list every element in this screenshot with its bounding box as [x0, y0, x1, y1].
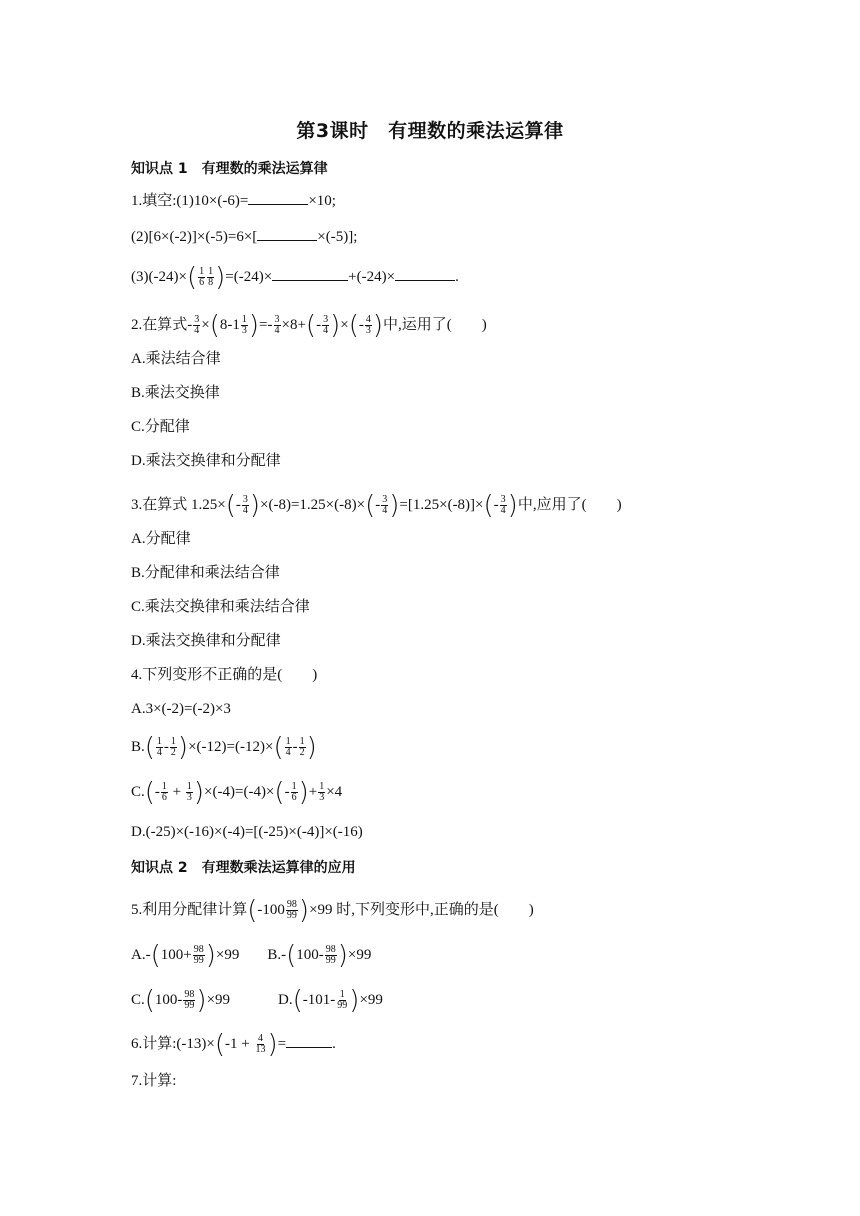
fraction: $\frac{3}{4}$ — [382, 494, 388, 517]
question-3-option-b[interactable]: B.分配律和乘法结合律 — [131, 565, 280, 581]
fraction: $\frac{1}{6}$ — [291, 781, 297, 804]
fraction: $\frac{3}{4}$ — [274, 314, 280, 337]
question-5-options-row-1 — [131, 940, 372, 971]
fraction: $\frac{4}{13}$ — [255, 1033, 266, 1056]
question-3-stem: 3.在算式 1.25×(- $\frac{3}{4}$ )×(-8)=1.25×(-8)×(- $\frac{3}{4}$ )=[1.25×(-8)]×(- $\frac{3}{4}$ )中,应用了( ) — [131, 490, 622, 521]
fraction: $\frac{1}{2}$ — [170, 736, 176, 759]
question-6: 6.计算:(-13)×(-1 + $\frac{4}{13}$ )= . — [131, 1029, 336, 1060]
question-4-option-b[interactable]: B.( $\frac{1}{4}$ - $\frac{1}{2}$ )×(-12)=(-12)×( $\frac{1}{4}$ - $\frac{1}{2}$ ) — [131, 732, 317, 763]
section-heading-1: 知识点 1 有理数的乘法运算律 — [131, 161, 328, 177]
answer-blank[interactable] — [286, 1033, 332, 1048]
question-2-stem: 2.在算式- $\frac{3}{4}$ ×(8-1 $\frac{1}{3}$ )=- $\frac{3}{4}$ ×8+(- $\frac{3}{4}$ )×(- $\frac{4}{3}$ )中,运用了( ) — [131, 310, 487, 341]
question-7-stem: 7.计算: — [131, 1073, 177, 1089]
question-4-stem: 4.下列变形不正确的是( ) — [131, 667, 318, 683]
answer-blank[interactable] — [257, 226, 317, 241]
answer-blank[interactable] — [248, 190, 308, 205]
fraction: $\frac{1}{4}$ — [156, 736, 162, 759]
fraction: $\frac{1}{99}$ — [337, 989, 348, 1012]
fraction: $\frac{1}{3}$ — [319, 781, 325, 804]
question-4-option-c[interactable]: C.(- $\frac{1}{6}$ + $\frac{1}{3}$ )×(-4)=(-4)×(- $\frac{1}{6}$ )+ $\frac{1}{3}$ ×4 — [131, 777, 343, 808]
fraction: $\frac{1}{6}$ — [199, 266, 205, 289]
answer-blank[interactable] — [272, 266, 348, 281]
question-4-option-d[interactable]: D.(-25)×(-16)×(-4)=[(-25)×(-4)]×(-16) — [131, 824, 363, 840]
fraction: $\frac{3}{4}$ — [323, 314, 329, 337]
question-2-option-a[interactable]: A.乘法结合律 — [131, 351, 221, 367]
question-5-options-row-2 — [131, 985, 383, 1016]
fraction: $\frac{1}{6}$ — [161, 781, 167, 804]
fraction: $\frac{3}{4}$ — [194, 314, 200, 337]
question-3-option-a[interactable]: A.分配律 — [131, 531, 191, 547]
fraction: $\frac{1}{4}$ — [285, 736, 291, 759]
question-3-option-d[interactable]: D.乘法交换律和分配律 — [131, 633, 281, 649]
question-4-option-a[interactable]: A.3×(-2)=(-2)×3 — [131, 701, 231, 717]
question-5-stem: 5.利用分配律计算(-100 $\frac{98}{99}$ )×99 时,下列变形中,正确的是( ) — [131, 895, 534, 926]
fraction: $\frac{1}{3}$ — [186, 781, 192, 804]
question-1-part-1: 1.填空:(1)10×(-6)= ×10; — [131, 190, 336, 211]
fraction: $\frac{3}{4}$ — [500, 494, 506, 517]
question-2-option-b[interactable]: B.乘法交换律 — [131, 385, 220, 401]
question-1-part-3: (3)(-24)×( $\frac{1}{6}$ $\frac{1}{8}$ )=(-24)× +(-24)× . — [131, 262, 459, 293]
question-5-option-c[interactable]: C.(100- $\frac{98}{99}$ )×99 — [131, 985, 231, 1016]
question-2-option-d[interactable]: D.乘法交换律和分配律 — [131, 453, 281, 469]
page-title: 第3课时 有理数的乘法运算律 — [296, 120, 564, 142]
fraction: $\frac{98}{99}$ — [193, 944, 204, 967]
fraction: $\frac{3}{4}$ — [242, 494, 248, 517]
fraction: $\frac{98}{99}$ — [184, 989, 195, 1012]
question-1-part-2: (2)[6×(-2)]×(-5)=6×[ ×(-5)]; — [131, 226, 357, 247]
fraction: $\frac{98}{99}$ — [286, 899, 297, 922]
question-5-option-b[interactable]: B.-(100- $\frac{98}{99}$ )×99 — [267, 940, 372, 971]
question-5-option-a[interactable]: A.-(100+ $\frac{98}{99}$ )×99 — [131, 940, 240, 971]
question-5-option-d[interactable]: D.(-101- $\frac{1}{99}$ )×99 — [278, 985, 383, 1016]
question-3-option-c[interactable]: C.乘法交换律和乘法结合律 — [131, 599, 310, 615]
fraction: $\frac{1}{2}$ — [299, 736, 305, 759]
answer-blank[interactable] — [395, 266, 455, 281]
question-2-option-c[interactable]: C.分配律 — [131, 419, 190, 435]
fraction: $\frac{98}{99}$ — [325, 944, 336, 967]
fraction: $\frac{1}{8}$ — [208, 266, 214, 289]
fraction: $\frac{1}{3}$ — [241, 314, 247, 337]
section-heading-2: 知识点 2 有理数乘法运算律的应用 — [131, 860, 356, 876]
fraction: $\frac{4}{3}$ — [365, 314, 371, 337]
